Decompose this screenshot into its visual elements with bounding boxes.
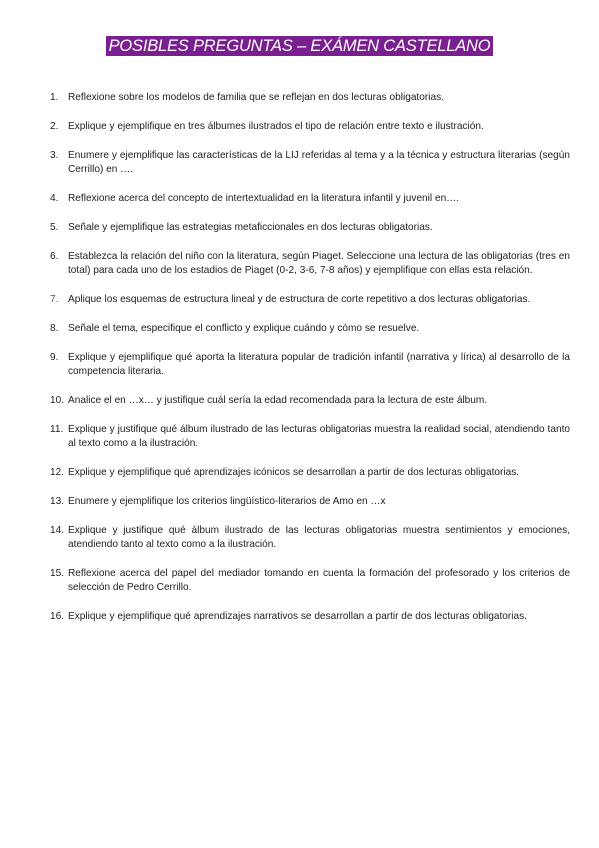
question-number: 6. <box>50 251 59 262</box>
question-number: 4. <box>50 193 59 204</box>
question-number: 9. <box>50 352 59 363</box>
question-number: 3. <box>50 150 59 161</box>
question-item <box>50 351 570 379</box>
question-number: 8. <box>50 323 59 334</box>
question-item <box>50 293 570 307</box>
question-item <box>50 610 570 624</box>
question-text: Explique y justifique qué álbum ilustrado de las lecturas obligatorias muestra la realidad social, atendiendo tanto al texto como a la ilustración. <box>68 424 570 449</box>
question-text: Reflexione acerca del papel del mediador tomando en cuenta la formación del profesorado y los criterios de selección de Pedro Cerrillo. <box>68 568 570 593</box>
question-number: 12. <box>50 467 65 478</box>
question-text: Señale el tema, especifique el conflicto y explique cuándo y cómo se resuelve. <box>68 323 420 334</box>
question-text: Explique y ejemplifique en tres álbumes ilustrados el tipo de relación entre texto e ilustración. <box>68 121 484 132</box>
question-text: Reflexione sobre los modelos de familia que se reflejan en dos lecturas obligatorias. <box>68 92 444 103</box>
question-number: 11. <box>50 424 64 435</box>
question-number: 16. <box>50 611 65 622</box>
question-item <box>50 394 570 408</box>
question-text: Explique y justifique qué álbum ilustrado de las lecturas obligatorias muestra sentimientos y emociones, atendiendo tanto al texto como a la ilustración. <box>68 525 570 550</box>
question-number: 1. <box>50 92 59 103</box>
question-number: 5. <box>50 222 59 233</box>
question-text: Explique y ejemplifique qué aprendizajes icónicos se desarrollan a partir de dos lecturas obligatorias. <box>68 467 520 478</box>
question-number: 13. <box>50 496 65 507</box>
question-item <box>50 567 570 595</box>
question-text: Explique y ejemplifique qué aporta la literatura popular de tradición infantil (narrativa y lírica) al desarrollo de la competencia literaria. <box>68 352 570 377</box>
question-text: Enumere y ejemplifique los criterios lingüístico-literarios de Amo en …x <box>68 496 386 507</box>
question-text: Señale y ejemplifique las estrategias metaficcionales en dos lecturas obligatorias. <box>68 222 433 233</box>
question-text: Enumere y ejemplifique las características de la LIJ referidas al tema y a la técnica y estructura literarias (según Cerrillo) en …. <box>68 150 570 175</box>
question-item <box>50 192 570 206</box>
question-text: Explique y ejemplifique qué aprendizajes narrativos se desarrollan a partir de dos lecturas obligatorias. <box>68 611 527 622</box>
question-item <box>50 120 570 134</box>
question-text: Aplique los esquemas de estructura lineal y de estructura de corte repetitivo a dos lecturas obligatorias. <box>68 294 531 305</box>
question-item <box>50 221 570 235</box>
title-container <box>0 36 599 56</box>
question-item <box>50 524 570 552</box>
question-number: 2. <box>50 121 59 132</box>
question-number: 15. <box>50 568 65 579</box>
question-item <box>50 91 570 105</box>
question-item <box>50 250 570 278</box>
question-item <box>50 149 570 177</box>
question-text: Reflexione acerca del concepto de intertextualidad en la literatura infantil y juvenil en…. <box>68 193 460 204</box>
question-item <box>50 495 570 509</box>
question-list <box>50 91 570 639</box>
question-text: Establezca la relación del niño con la literatura, según Piaget. Seleccione una lectura de las obligatorias (tres en total) para cada uno de los estadios de Piaget (0-2, 3-6, 7-8 años) y ejemplifique con ellas esta relación. <box>68 251 570 276</box>
question-number: 10. <box>50 395 65 406</box>
question-item <box>50 466 570 480</box>
question-item <box>50 423 570 451</box>
question-number: 14. <box>50 525 65 536</box>
question-item <box>50 322 570 336</box>
page-title: POSIBLES PREGUNTAS – EXÁMEN CASTELLANO <box>106 36 494 56</box>
question-number: 7. <box>50 294 59 305</box>
question-text: Analice el en …x… y justifique cuál sería la edad recomendada para la lectura de este álbum. <box>68 395 488 406</box>
